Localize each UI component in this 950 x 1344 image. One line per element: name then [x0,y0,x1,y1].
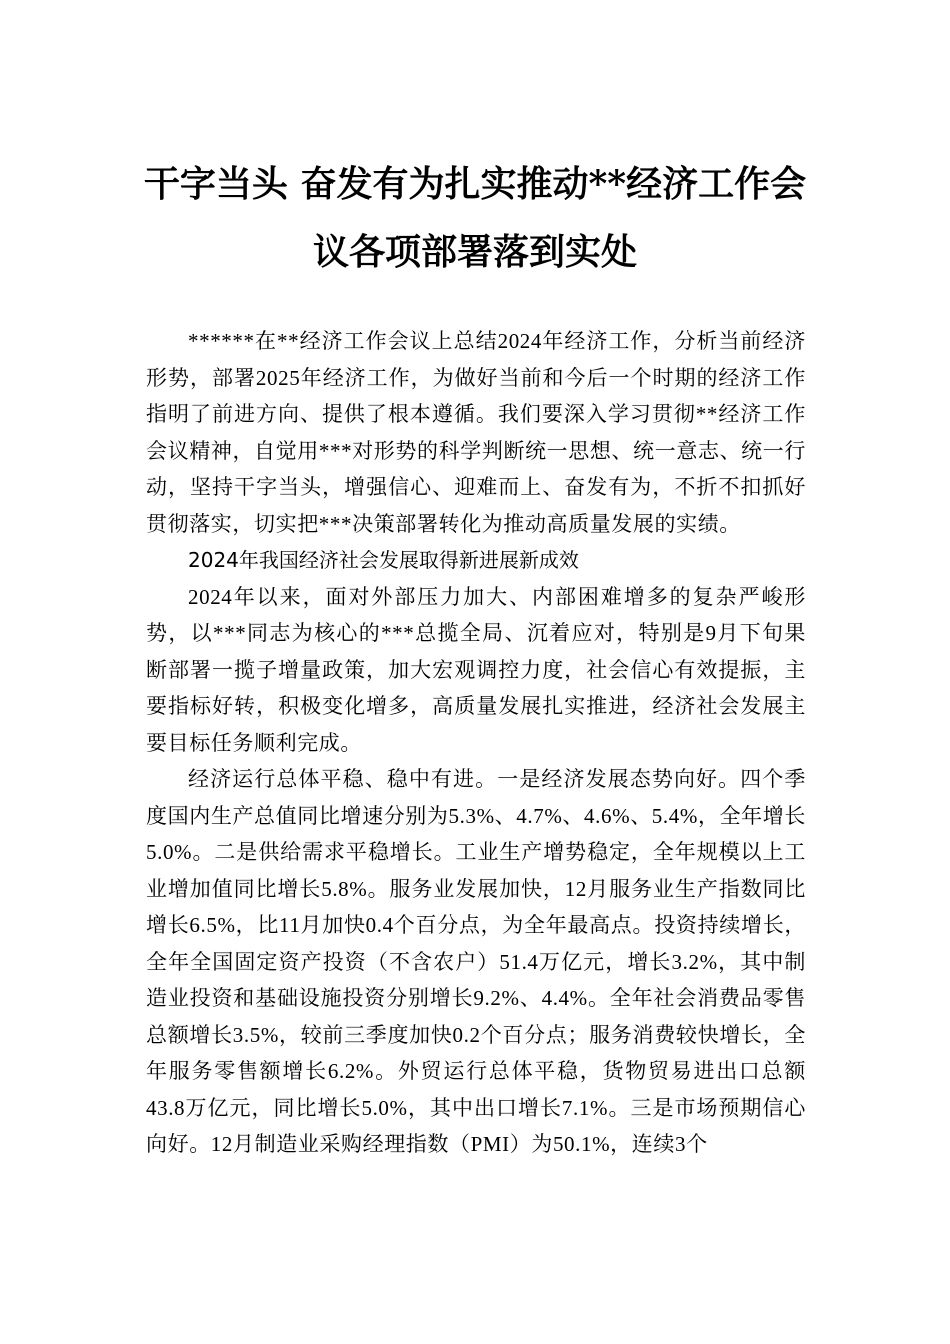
paragraph-overview: 2024年以来，面对外部压力加大、内部困难增多的复杂严峻形势，以***同志为核心的***总揽全局、沉着应对，特别是9月下旬果断部署一揽子增量政策，加大宏观调控力度，社会信心有效提振，主要指标好转，积极变化增多，高质量发展扎实推进，经济社会发展主要目标任务顺利完成。 [146,584,806,755]
document-title-line-2: 议各项部署落到实处 [312,231,637,273]
paragraph-intro: ******在**经济工作会议上总结2024年经济工作，分析当前经济形势，部署2025年经济工作，为做好当前和今后一个时期的经济工作指明了前进方向、提供了根本遵循。我们要深入学习贯彻**经济工作会议精神，自觉用***对形势的科学判断统一思想、统一意志、统一行动，坚持干字当头，增强信心、迎难而上、奋发有为，不折不扣抓好贯彻落实，切实把***决策部署转化为推动高质量发展的实绩。 [146,329,806,536]
paragraph-economic-data: 经济运行总体平稳、稳中有进。一是经济发展态势向好。四个季度国内生产总值同比增速分别为5.3%、4.7%、4.6%、5.4%，全年增长5.0%。二是供给需求平稳增长。工业生产增势稳定，全年规模以上工业增加值同比增长5.8%。服务业发展加快，12月服务业生产指数同比增长6.5%，比11月加快0.4个百分点，为全年最高点。投资持续增长，全年全国固定资产投资（不含农户）51.4万亿元，增长3.2%，其中制造业投资和基础设施投资分别增长9.2%、4.4%。全年社会消费品零售总额增长3.5%，较前三季度加快0.2个百分点；服务消费较快增长，全年服务零售额增长6.2%。外贸运行总体平稳，货物贸易进出口总额43.8万亿元，同比增长5.0%，其中出口增长7.1%。三是市场预期信心向好。12月制造业采购经理指数（PMI）为50.1%，连续3个 [146,767,806,1156]
document-body [146,323,806,1163]
document-title-line-1: 干字当头 奋发有为扎实推动**经济工作会 [143,163,807,205]
section-heading: 2024年我国经济社会发展取得新进展新成效 [188,548,579,572]
